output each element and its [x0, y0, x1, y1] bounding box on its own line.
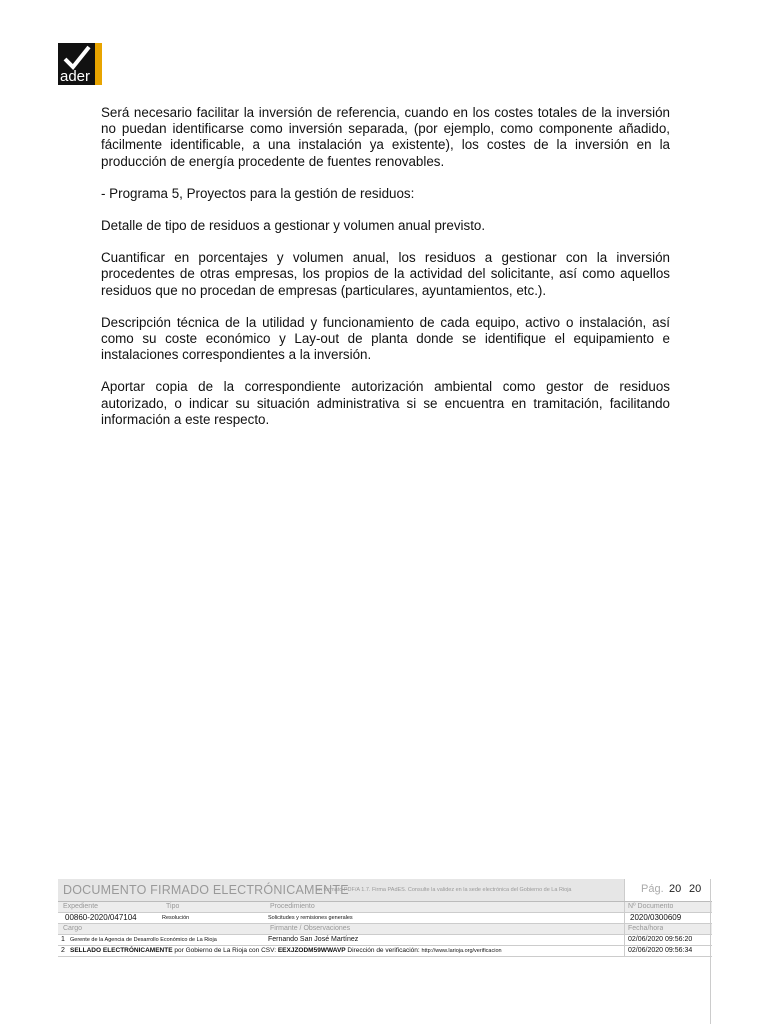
label-fecha-hora: Fecha/hora [628, 925, 664, 932]
footer-values-row-1 [58, 913, 712, 924]
sellado-bold: SELLADO ELECTRÓNICAMENTE [70, 947, 173, 954]
verification-label: Dirección de verificación: [345, 947, 422, 954]
footer-labels-row-1 [58, 902, 712, 913]
verification-link[interactable]: http://www.larioja.org/verificacion [421, 948, 502, 954]
paragraph-descripcion-tecnica: Descripción técnica de la utilidad y funcionamiento de cada equipo, activo o instalación, así como su coste económico y Lay-out de planta donde se identifique el equipamiento e instalaciones correspondientes a la inversión. [101, 314, 670, 363]
footer-title: DOCUMENTO FIRMADO ELECTRÓNICAMENTE [63, 883, 349, 897]
page-label: Pág. [641, 883, 664, 895]
value-procedimiento: Solicitudes y remisiones generales [268, 915, 353, 921]
label-expediente: Expediente [63, 903, 99, 910]
page-number: 20 [669, 883, 682, 895]
paragraph-cuantificar: Cuantificar en porcentajes y volumen anual, los residuos a gestionar con la inversión procedentes de otras empresas, los propios de la actividad del solicitante, así como aquellos residuos que no procedan de empresas (particulares, ayuntamientos, etc.). [101, 250, 670, 298]
footer-note: en formato PDF/A 1.7. Firma PAdES. Consulte la validez en la sede electrónica del Gobierno de La Rioja [316, 887, 572, 893]
signer-row-2 [58, 946, 712, 957]
signer-1-num: 1 [61, 936, 65, 943]
document-body [101, 105, 670, 444]
footer-labels-row-2 [58, 924, 712, 935]
paragraph-aportar-copia: Aportar copia de la correspondiente autorización ambiental como gestor de residuos autorizado, o indicar su situación administrativa si se encuentra en tramitación, facilitando información a este respecto. [101, 379, 670, 427]
label-n-documento: Nº Documento [628, 903, 674, 910]
label-tipo: Tipo [166, 903, 180, 910]
signer-1-cargo: Gerente de la Agencia de Desarrollo Económico de La Rioja [70, 937, 217, 943]
signer-1-fecha: 02/06/2020 09:56:20 [628, 936, 693, 943]
signer-2-num: 2 [61, 947, 65, 954]
value-expediente: 00860-2020/047104 [65, 913, 137, 922]
logo-accent [95, 43, 102, 85]
page-total: 20 [689, 883, 702, 895]
value-tipo: Resolución [162, 915, 190, 921]
signer-2-fecha: 02/06/2020 09:56:34 [628, 947, 693, 954]
signer-row-1 [58, 935, 712, 946]
logo-text: ader [60, 68, 91, 85]
paragraph-detalle-residuos: Detalle de tipo de residuos a gestionar y volumen anual previsto. [101, 218, 486, 234]
page-indicator [624, 879, 713, 901]
signature-footer [58, 879, 712, 957]
paragraph-programa-5: - Programa 5, Proyectos para la gestión de residuos: [101, 185, 415, 201]
csv-code: EEXJZODM59WWAVP [277, 947, 346, 954]
ader-logo [58, 43, 102, 85]
label-cargo: Cargo [63, 925, 83, 932]
signer-1-firmante: Fernando San José Martínez [268, 936, 359, 943]
value-n-documento: 2020/0300609 [630, 913, 682, 922]
label-firmante: Firmante / Observaciones [270, 925, 351, 932]
sellado-line [70, 946, 502, 956]
footer-header [58, 879, 712, 902]
sellado-text: por Gobierno de La Rioja con CSV: [172, 947, 278, 954]
label-procedimiento: Procedimiento [270, 903, 315, 910]
paragraph-inversion-referencia: Será necesario facilitar la inversión de referencia, cuando en los costes totales de la inversión no puedan identificarse como inversión separada, (por ejemplo, como componente añadido, fácilmente identificable, a una instalación ya existente), los costes de la inversión en la producción de energía procedente de fuentes renovables. [101, 105, 670, 169]
footer-right-border [710, 879, 711, 1024]
